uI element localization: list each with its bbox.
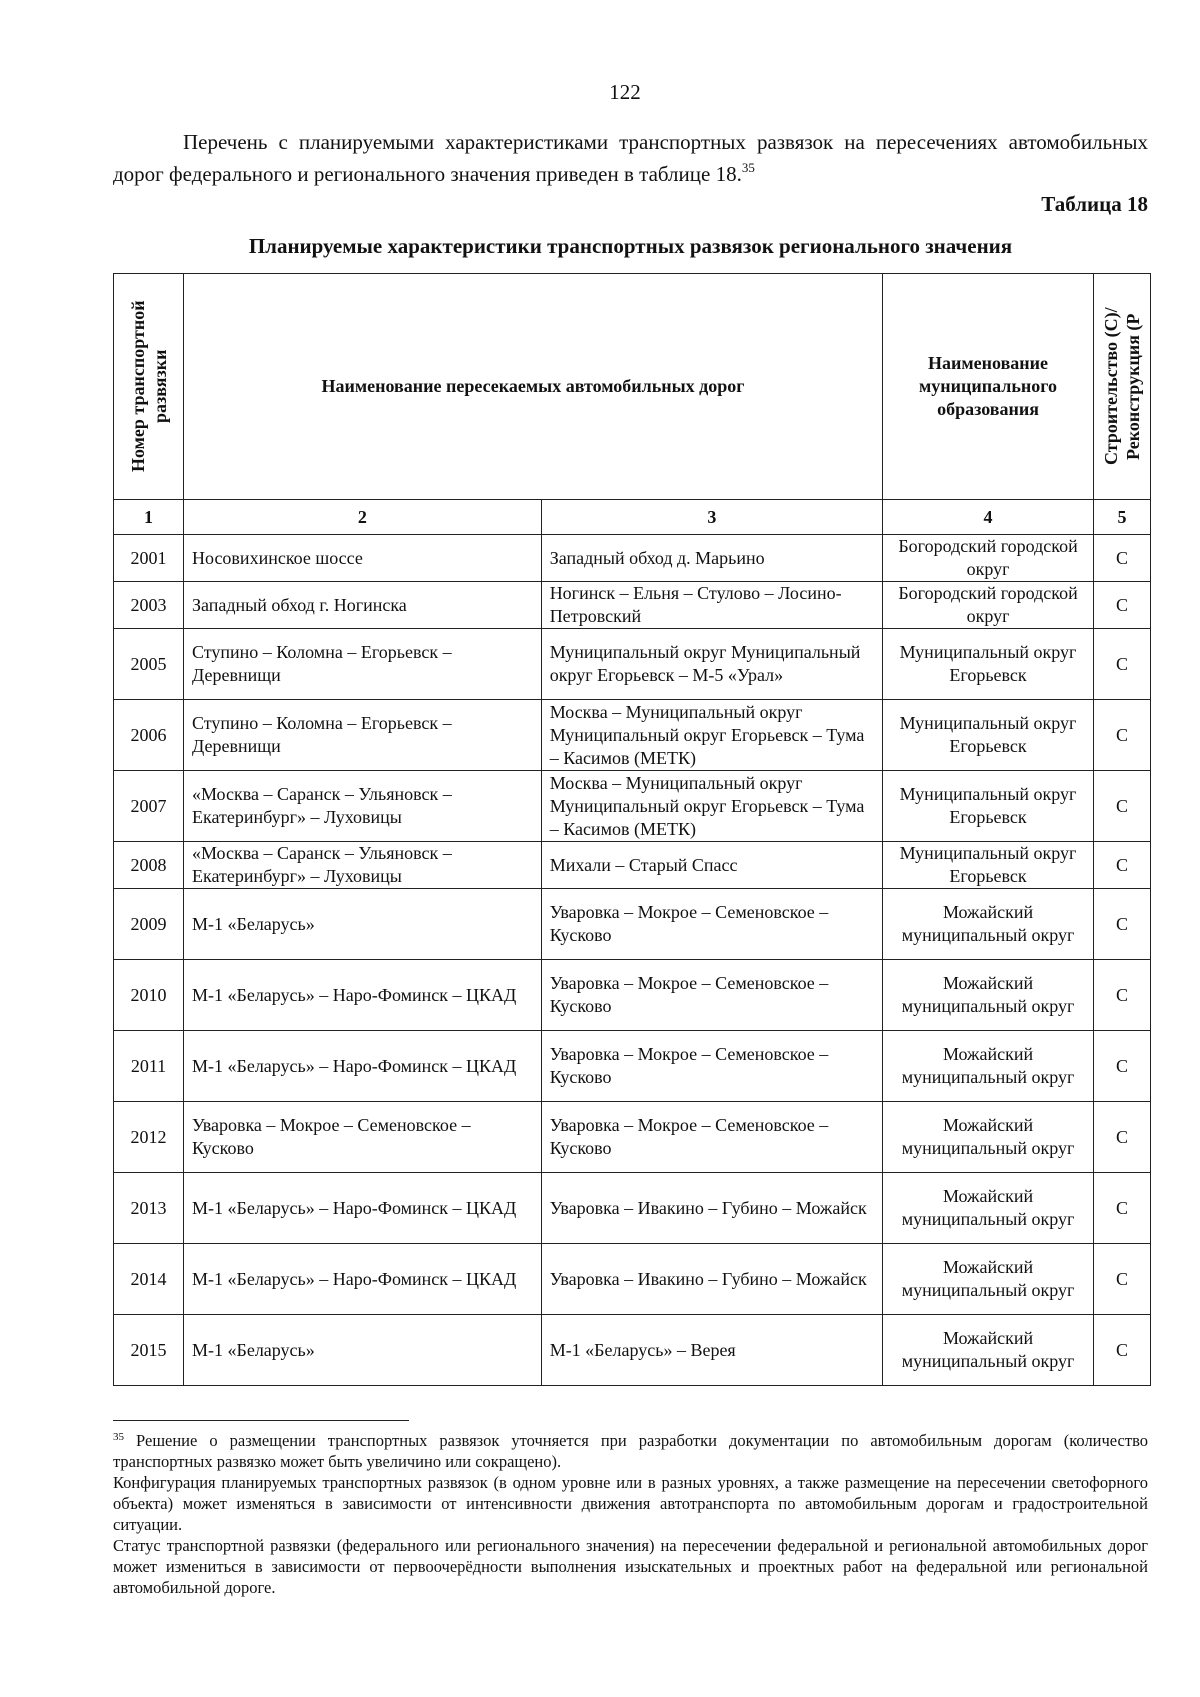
interchange-number: 2005: [114, 629, 184, 700]
table-row: [114, 629, 1151, 700]
road-1: «Москва – Саранск – Ульяновск – Екатеринбург» – Луховицы: [184, 771, 542, 842]
municipality: Богородский городской округ: [882, 582, 1093, 629]
interchange-number: 2007: [114, 771, 184, 842]
table-row: [114, 1102, 1151, 1173]
interchange-number: 2009: [114, 889, 184, 960]
road-2: Ногинск – Ельня – Стулово – Лосино-Петровский: [541, 582, 882, 629]
interchange-number: 2012: [114, 1102, 184, 1173]
table-row: [114, 771, 1151, 842]
construction-type: С: [1094, 1031, 1151, 1102]
road-1: М-1 «Беларусь» – Наро-Фоминск – ЦКАД: [184, 1173, 542, 1244]
header-interchange-number: Номер транспортной развязки: [114, 274, 184, 500]
footnote-divider: [113, 1420, 409, 1421]
municipality: Можайский муниципальный округ: [882, 1315, 1093, 1386]
municipality: Муниципальный округ Егорьевск: [882, 700, 1093, 771]
table-header-row: [114, 274, 1151, 500]
interchange-number: 2010: [114, 960, 184, 1031]
column-number: 5: [1094, 500, 1151, 535]
road-1: Ступино – Коломна – Егорьевск – Деревнищи: [184, 700, 542, 771]
road-2: Москва – Муниципальный округ Муниципальный округ Егорьевск – Тума – Касимов (МЕТК): [541, 771, 882, 842]
table-title: Планируемые характеристики транспортных развязок регионального значения: [248, 234, 1013, 258]
header-roads: Наименование пересекаемых автомобильных дорог: [184, 274, 883, 500]
construction-type: С: [1094, 535, 1151, 582]
table-row: [114, 842, 1151, 889]
road-2: Западный обход д. Марьино: [541, 535, 882, 582]
table-row: [114, 1173, 1151, 1244]
road-2: Муниципальный округ Муниципальный округ Егорьевск – М-5 «Урал»: [541, 629, 882, 700]
header-construction-type: Строительство (С)/ Реконструкция (Р: [1094, 274, 1151, 500]
table-row: [114, 1315, 1151, 1386]
interchange-table: [113, 273, 1151, 1386]
table-row: [114, 1244, 1151, 1315]
column-number: 3: [541, 500, 882, 535]
intro-text: Перечень с планируемыми характеристиками транспортных развязок на пересечениях автомобильных дорог федерального и регионального значения приведен в таблице 18.: [113, 130, 1148, 186]
municipality: Можайский муниципальный округ: [882, 1244, 1093, 1315]
construction-type: С: [1094, 1244, 1151, 1315]
table-row: [114, 582, 1151, 629]
footnote-ref: 35: [741, 160, 755, 175]
table-row: [114, 535, 1151, 582]
municipality: Можайский муниципальный округ: [882, 960, 1093, 1031]
interchange-number: 2008: [114, 842, 184, 889]
road-2: Уваровка – Мокрое – Семеновское – Кусково: [541, 889, 882, 960]
interchange-number: 2001: [114, 535, 184, 582]
road-1: М-1 «Беларусь»: [184, 889, 542, 960]
road-2: М-1 «Беларусь» – Верея: [541, 1315, 882, 1386]
construction-type: С: [1094, 1315, 1151, 1386]
table-row: [114, 1031, 1151, 1102]
road-1: М-1 «Беларусь» – Наро-Фоминск – ЦКАД: [184, 960, 542, 1031]
footnote-2: Конфигурация планируемых транспортных развязок (в одном уровне или в разных уровнях, а также размещение на пересечении светофорного объекта) может изменяться в зависимости от интенсивности движения автотранспорта по автомобильным дорогам и градостроительной ситуации.: [113, 1473, 1148, 1534]
construction-type: С: [1094, 1102, 1151, 1173]
road-1: Уваровка – Мокрое – Семеновское – Кусково: [184, 1102, 542, 1173]
table-number: Таблица 18: [1041, 192, 1148, 216]
road-2: Уваровка – Мокрое – Семеновское – Кусково: [541, 1102, 882, 1173]
municipality: Можайский муниципальный округ: [882, 1031, 1093, 1102]
page-number: 122: [609, 80, 641, 104]
header-municipality: Наименование муниципального образования: [882, 274, 1093, 500]
footnote-3: Статус транспортной развязки (федерального или регионального значения) на пересечении федеральной и региональной автомобильных дорог может измениться в зависимости от первоочерёдности выполнения изыскательных и проектных работ на федеральной или региональной автомобильной дороге.: [113, 1536, 1148, 1597]
road-2: Уваровка – Ивакино – Губино – Можайск: [541, 1173, 882, 1244]
road-2: Михали – Старый Спасс: [541, 842, 882, 889]
road-2: Уваровка – Мокрое – Семеновское – Кусково: [541, 1031, 882, 1102]
road-1: Ступино – Коломна – Егорьевск – Деревнищи: [184, 629, 542, 700]
construction-type: С: [1094, 889, 1151, 960]
municipality: Муниципальный округ Егорьевск: [882, 629, 1093, 700]
column-number: 4: [882, 500, 1093, 535]
road-1: Носовихинское шоссе: [184, 535, 542, 582]
column-number-row: [114, 500, 1151, 535]
intro-paragraph: [113, 126, 1148, 190]
construction-type: С: [1094, 1173, 1151, 1244]
construction-type: С: [1094, 842, 1151, 889]
construction-type: С: [1094, 700, 1151, 771]
road-2: Москва – Муниципальный округ Муниципальный округ Егорьевск – Тума – Касимов (МЕТК): [541, 700, 882, 771]
construction-type: С: [1094, 582, 1151, 629]
construction-type: С: [1094, 771, 1151, 842]
table-row: [114, 700, 1151, 771]
road-1: М-1 «Беларусь» – Наро-Фоминск – ЦКАД: [184, 1244, 542, 1315]
municipality: Муниципальный округ Егорьевск: [882, 842, 1093, 889]
municipality: Богородский городской округ: [882, 535, 1093, 582]
construction-type: С: [1094, 629, 1151, 700]
municipality: Можайский муниципальный округ: [882, 889, 1093, 960]
construction-type: С: [1094, 960, 1151, 1031]
column-number: 1: [114, 500, 184, 535]
road-1: М-1 «Беларусь» – Наро-Фоминск – ЦКАД: [184, 1031, 542, 1102]
footnote-1: [113, 1430, 1148, 1472]
road-1: «Москва – Саранск – Ульяновск – Екатеринбург» – Луховицы: [184, 842, 542, 889]
interchange-number: 2006: [114, 700, 184, 771]
road-1: М-1 «Беларусь»: [184, 1315, 542, 1386]
table-row: [114, 960, 1151, 1031]
footnote-marker: 35: [113, 1431, 124, 1443]
interchange-number: 2013: [114, 1173, 184, 1244]
road-2: Уваровка – Ивакино – Губино – Можайск: [541, 1244, 882, 1315]
interchange-number: 2003: [114, 582, 184, 629]
table-row: [114, 889, 1151, 960]
municipality: Муниципальный округ Егорьевск: [882, 771, 1093, 842]
interchange-number: 2014: [114, 1244, 184, 1315]
municipality: Можайский муниципальный округ: [882, 1102, 1093, 1173]
municipality: Можайский муниципальный округ: [882, 1173, 1093, 1244]
interchange-number: 2011: [114, 1031, 184, 1102]
road-1: Западный обход г. Ногинска: [184, 582, 542, 629]
footnote-1-text: Решение о размещении транспортных развязок уточняется при разработки документации по автомобильным дорогам (количество транспортных развязко может быть увеличино или сокращено).: [113, 1431, 1149, 1471]
footnotes: [113, 1430, 1148, 1598]
column-number: 2: [184, 500, 542, 535]
interchange-number: 2015: [114, 1315, 184, 1386]
road-2: Уваровка – Мокрое – Семеновское – Кусково: [541, 960, 882, 1031]
